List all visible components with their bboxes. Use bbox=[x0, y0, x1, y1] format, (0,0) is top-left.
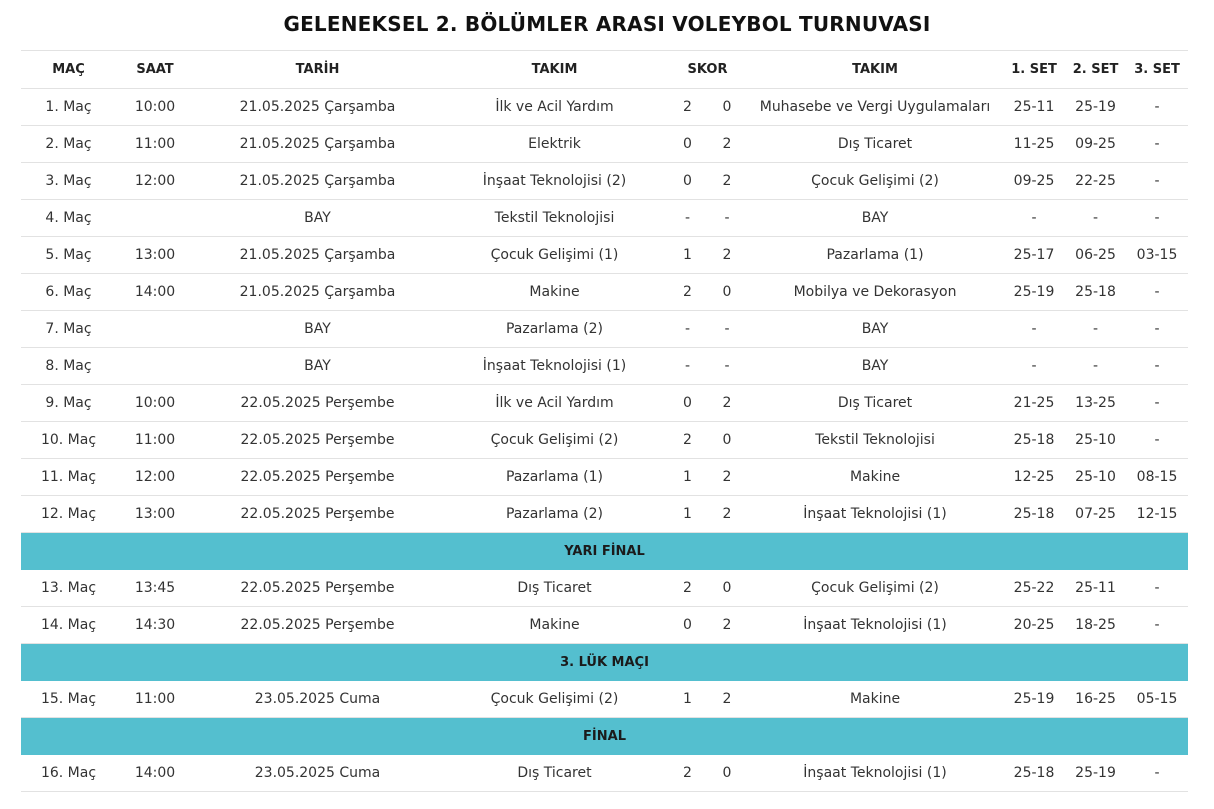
away-team: BAY bbox=[747, 348, 1003, 385]
home-team: Makine bbox=[441, 274, 668, 311]
home-team: İnşaat Teknolojisi (1) bbox=[441, 348, 668, 385]
home-team: İnşaat Teknolojisi (2) bbox=[441, 163, 668, 200]
set-1-score: 25-19 bbox=[1003, 681, 1065, 718]
home-score: 2 bbox=[668, 89, 707, 126]
away-team: Makine bbox=[747, 459, 1003, 496]
match-time: 10:00 bbox=[116, 89, 194, 126]
match-time: 14:00 bbox=[116, 274, 194, 311]
home-score: 2 bbox=[668, 755, 707, 792]
home-score: 0 bbox=[668, 163, 707, 200]
header-set-3: 3. SET bbox=[1126, 51, 1188, 89]
away-team: Çocuk Gelişimi (2) bbox=[747, 570, 1003, 607]
match-number: 8. Maç bbox=[21, 348, 116, 385]
away-team: Çocuk Gelişimi (2) bbox=[747, 163, 1003, 200]
set-1-score: 20-25 bbox=[1003, 607, 1065, 644]
away-score: 2 bbox=[707, 681, 747, 718]
home-team: Pazarlama (2) bbox=[441, 496, 668, 533]
match-number: 11. Maç bbox=[21, 459, 116, 496]
header-row bbox=[21, 51, 1188, 89]
table-row bbox=[21, 570, 1188, 607]
away-team: Dış Ticaret bbox=[747, 385, 1003, 422]
set-2-score: 25-19 bbox=[1065, 89, 1126, 126]
stage-label: 3. LÜK MAÇI bbox=[21, 644, 1188, 681]
set-3-score: - bbox=[1126, 570, 1188, 607]
stage-label: YARI FİNAL bbox=[21, 533, 1188, 570]
fixture-table bbox=[21, 50, 1188, 792]
match-date: 22.05.2025 Perşembe bbox=[194, 496, 441, 533]
stage-row bbox=[21, 644, 1188, 681]
home-score: - bbox=[668, 348, 707, 385]
home-score: - bbox=[668, 311, 707, 348]
set-3-score: - bbox=[1126, 89, 1188, 126]
match-time: 11:00 bbox=[116, 126, 194, 163]
match-number: 5. Maç bbox=[21, 237, 116, 274]
table-row bbox=[21, 311, 1188, 348]
home-team: Tekstil Teknolojisi bbox=[441, 200, 668, 237]
match-number: 16. Maç bbox=[21, 755, 116, 792]
set-2-score: 09-25 bbox=[1065, 126, 1126, 163]
home-score: 1 bbox=[668, 496, 707, 533]
header-set-2: 2. SET bbox=[1065, 51, 1126, 89]
table-row bbox=[21, 607, 1188, 644]
away-score: 2 bbox=[707, 385, 747, 422]
home-score: 2 bbox=[668, 274, 707, 311]
away-team: BAY bbox=[747, 311, 1003, 348]
set-3-score: - bbox=[1126, 348, 1188, 385]
set-3-score: 08-15 bbox=[1126, 459, 1188, 496]
match-time bbox=[116, 200, 194, 237]
set-2-score: 18-25 bbox=[1065, 607, 1126, 644]
set-1-score: 25-22 bbox=[1003, 570, 1065, 607]
home-score: 2 bbox=[668, 422, 707, 459]
match-time: 13:45 bbox=[116, 570, 194, 607]
away-score: - bbox=[707, 311, 747, 348]
home-team: Pazarlama (1) bbox=[441, 459, 668, 496]
set-2-score: 16-25 bbox=[1065, 681, 1126, 718]
set-1-score: 25-18 bbox=[1003, 496, 1065, 533]
home-team: Çocuk Gelişimi (2) bbox=[441, 681, 668, 718]
match-time bbox=[116, 348, 194, 385]
set-1-score: - bbox=[1003, 200, 1065, 237]
match-date: BAY bbox=[194, 311, 441, 348]
match-time: 13:00 bbox=[116, 496, 194, 533]
away-score: 2 bbox=[707, 163, 747, 200]
set-3-score: - bbox=[1126, 422, 1188, 459]
set-3-score: - bbox=[1126, 126, 1188, 163]
home-score: 0 bbox=[668, 607, 707, 644]
match-date: 22.05.2025 Perşembe bbox=[194, 570, 441, 607]
match-date: BAY bbox=[194, 348, 441, 385]
match-date: 22.05.2025 Perşembe bbox=[194, 459, 441, 496]
header-set-1: 1. SET bbox=[1003, 51, 1065, 89]
match-date: 21.05.2025 Çarşamba bbox=[194, 89, 441, 126]
set-2-score: 22-25 bbox=[1065, 163, 1126, 200]
home-team: Elektrik bbox=[441, 126, 668, 163]
home-team: Çocuk Gelişimi (2) bbox=[441, 422, 668, 459]
stage-row bbox=[21, 718, 1188, 755]
match-date: 23.05.2025 Cuma bbox=[194, 755, 441, 792]
away-team: Pazarlama (1) bbox=[747, 237, 1003, 274]
stage-row bbox=[21, 533, 1188, 570]
match-date: 22.05.2025 Perşembe bbox=[194, 422, 441, 459]
table-row bbox=[21, 237, 1188, 274]
set-3-score: - bbox=[1126, 200, 1188, 237]
home-score: 2 bbox=[668, 570, 707, 607]
home-score: 0 bbox=[668, 385, 707, 422]
match-date: 22.05.2025 Perşembe bbox=[194, 385, 441, 422]
set-1-score: 25-11 bbox=[1003, 89, 1065, 126]
header-skor: SKOR bbox=[668, 51, 747, 89]
away-score: 2 bbox=[707, 126, 747, 163]
header-takim-away: TAKIM bbox=[747, 51, 1003, 89]
match-number: 2. Maç bbox=[21, 126, 116, 163]
match-time: 10:00 bbox=[116, 385, 194, 422]
set-2-score: - bbox=[1065, 311, 1126, 348]
set-2-score: 25-10 bbox=[1065, 459, 1126, 496]
table-row bbox=[21, 755, 1188, 792]
header-saat: SAAT bbox=[116, 51, 194, 89]
away-score: 0 bbox=[707, 274, 747, 311]
set-2-score: 25-18 bbox=[1065, 274, 1126, 311]
match-time: 11:00 bbox=[116, 681, 194, 718]
match-number: 14. Maç bbox=[21, 607, 116, 644]
table-row bbox=[21, 126, 1188, 163]
set-3-score: - bbox=[1126, 163, 1188, 200]
home-score: - bbox=[668, 200, 707, 237]
away-score: 0 bbox=[707, 422, 747, 459]
match-time: 11:00 bbox=[116, 422, 194, 459]
away-score: 2 bbox=[707, 607, 747, 644]
set-3-score: - bbox=[1126, 311, 1188, 348]
match-number: 15. Maç bbox=[21, 681, 116, 718]
set-1-score: 25-19 bbox=[1003, 274, 1065, 311]
set-2-score: - bbox=[1065, 348, 1126, 385]
set-1-score: 11-25 bbox=[1003, 126, 1065, 163]
stage-label: FİNAL bbox=[21, 718, 1188, 755]
table-header bbox=[21, 51, 1188, 89]
header-tarih: TARİH bbox=[194, 51, 441, 89]
away-score: 2 bbox=[707, 496, 747, 533]
table-row bbox=[21, 274, 1188, 311]
match-date: 21.05.2025 Çarşamba bbox=[194, 237, 441, 274]
match-number: 9. Maç bbox=[21, 385, 116, 422]
home-score: 1 bbox=[668, 237, 707, 274]
set-1-score: 21-25 bbox=[1003, 385, 1065, 422]
home-team: Dış Ticaret bbox=[441, 570, 668, 607]
page-title: GELENEKSEL 2. BÖLÜMLER ARASI VOLEYBOL TURNUVASI bbox=[283, 12, 931, 36]
set-1-score: 12-25 bbox=[1003, 459, 1065, 496]
set-1-score: 09-25 bbox=[1003, 163, 1065, 200]
away-team: Mobilya ve Dekorasyon bbox=[747, 274, 1003, 311]
table-row bbox=[21, 459, 1188, 496]
home-team: İlk ve Acil Yardım bbox=[441, 385, 668, 422]
match-time: 14:00 bbox=[116, 755, 194, 792]
table-body bbox=[21, 89, 1188, 792]
match-number: 3. Maç bbox=[21, 163, 116, 200]
match-date: 21.05.2025 Çarşamba bbox=[194, 126, 441, 163]
home-score: 1 bbox=[668, 681, 707, 718]
match-time: 12:00 bbox=[116, 459, 194, 496]
match-date: 21.05.2025 Çarşamba bbox=[194, 163, 441, 200]
home-team: İlk ve Acil Yardım bbox=[441, 89, 668, 126]
away-score: 2 bbox=[707, 237, 747, 274]
home-team: Çocuk Gelişimi (1) bbox=[441, 237, 668, 274]
away-team: İnşaat Teknolojisi (1) bbox=[747, 607, 1003, 644]
match-number: 13. Maç bbox=[21, 570, 116, 607]
away-team: İnşaat Teknolojisi (1) bbox=[747, 755, 1003, 792]
away-score: 0 bbox=[707, 570, 747, 607]
set-2-score: 25-10 bbox=[1065, 422, 1126, 459]
home-team: Dış Ticaret bbox=[441, 755, 668, 792]
away-team: Dış Ticaret bbox=[747, 126, 1003, 163]
match-number: 12. Maç bbox=[21, 496, 116, 533]
set-1-score: 25-17 bbox=[1003, 237, 1065, 274]
match-date: 21.05.2025 Çarşamba bbox=[194, 274, 441, 311]
set-2-score: 07-25 bbox=[1065, 496, 1126, 533]
table-row bbox=[21, 422, 1188, 459]
away-score: 0 bbox=[707, 755, 747, 792]
set-3-score: - bbox=[1126, 607, 1188, 644]
table-row bbox=[21, 681, 1188, 718]
match-time: 12:00 bbox=[116, 163, 194, 200]
table-row bbox=[21, 496, 1188, 533]
set-3-score: - bbox=[1126, 385, 1188, 422]
set-2-score: - bbox=[1065, 200, 1126, 237]
away-team: Makine bbox=[747, 681, 1003, 718]
table-row bbox=[21, 348, 1188, 385]
away-team: Muhasebe ve Vergi Uygulamaları bbox=[747, 89, 1003, 126]
home-team: Makine bbox=[441, 607, 668, 644]
match-number: 7. Maç bbox=[21, 311, 116, 348]
table-row bbox=[21, 89, 1188, 126]
away-team: BAY bbox=[747, 200, 1003, 237]
away-score: 0 bbox=[707, 89, 747, 126]
away-team: İnşaat Teknolojisi (1) bbox=[747, 496, 1003, 533]
table-row bbox=[21, 200, 1188, 237]
set-3-score: 03-15 bbox=[1126, 237, 1188, 274]
set-1-score: 25-18 bbox=[1003, 422, 1065, 459]
set-2-score: 06-25 bbox=[1065, 237, 1126, 274]
home-team: Pazarlama (2) bbox=[441, 311, 668, 348]
header-takim-home: TAKIM bbox=[441, 51, 668, 89]
match-number: 4. Maç bbox=[21, 200, 116, 237]
match-time: 14:30 bbox=[116, 607, 194, 644]
match-number: 10. Maç bbox=[21, 422, 116, 459]
home-score: 1 bbox=[668, 459, 707, 496]
set-3-score: - bbox=[1126, 274, 1188, 311]
match-time bbox=[116, 311, 194, 348]
set-1-score: - bbox=[1003, 311, 1065, 348]
table-row bbox=[21, 163, 1188, 200]
table-row bbox=[21, 385, 1188, 422]
match-date: 22.05.2025 Perşembe bbox=[194, 607, 441, 644]
away-score: 2 bbox=[707, 459, 747, 496]
match-number: 6. Maç bbox=[21, 274, 116, 311]
match-time: 13:00 bbox=[116, 237, 194, 274]
away-score: - bbox=[707, 348, 747, 385]
set-2-score: 13-25 bbox=[1065, 385, 1126, 422]
set-1-score: 25-18 bbox=[1003, 755, 1065, 792]
match-number: 1. Maç bbox=[21, 89, 116, 126]
away-score: - bbox=[707, 200, 747, 237]
match-date: 23.05.2025 Cuma bbox=[194, 681, 441, 718]
away-team: Tekstil Teknolojisi bbox=[747, 422, 1003, 459]
set-2-score: 25-19 bbox=[1065, 755, 1126, 792]
home-score: 0 bbox=[668, 126, 707, 163]
match-date: BAY bbox=[194, 200, 441, 237]
set-3-score: - bbox=[1126, 755, 1188, 792]
set-3-score: 05-15 bbox=[1126, 681, 1188, 718]
header-mac: MAÇ bbox=[21, 51, 116, 89]
set-1-score: - bbox=[1003, 348, 1065, 385]
set-2-score: 25-11 bbox=[1065, 570, 1126, 607]
set-3-score: 12-15 bbox=[1126, 496, 1188, 533]
